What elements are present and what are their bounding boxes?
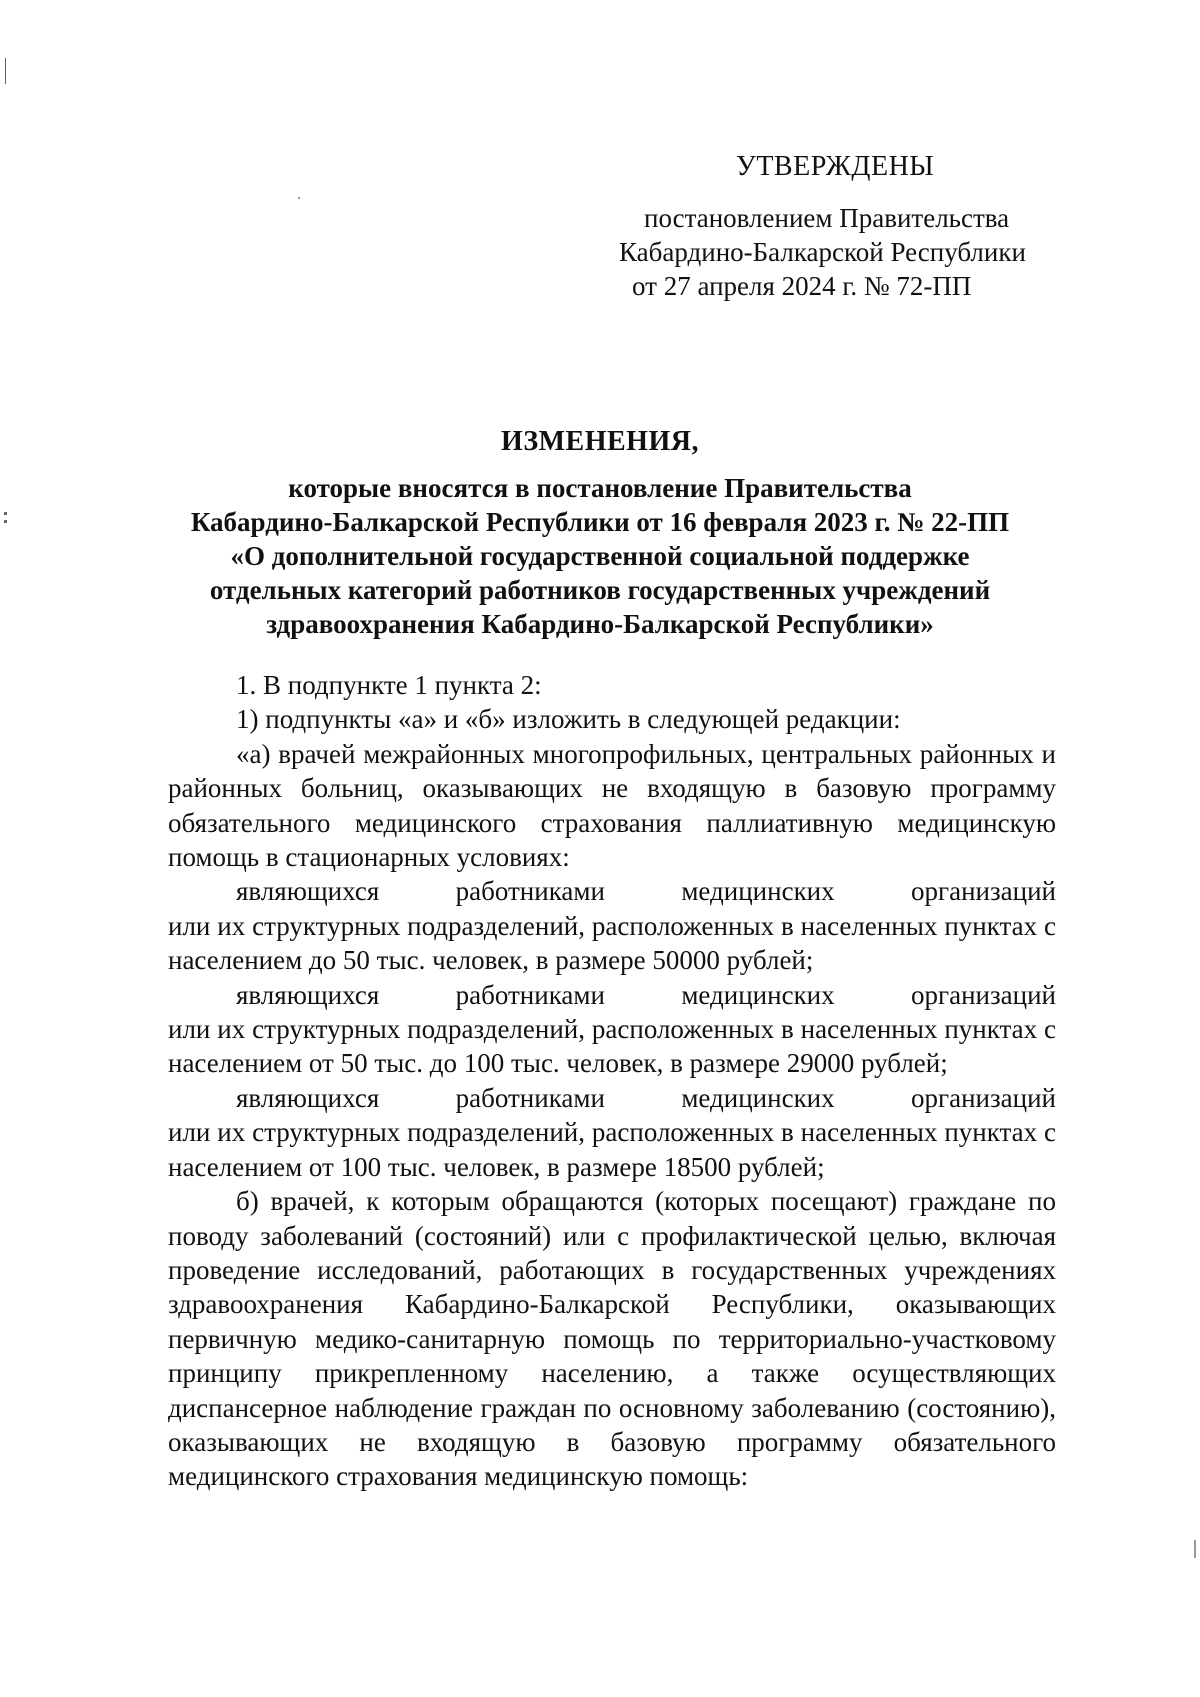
approval-line: постановлением Правительства	[644, 203, 1010, 233]
document-heading	[0, 425, 1200, 459]
scan-dust-mark	[298, 197, 300, 199]
paragraph: «а) врачей межрайонных многопрофильных, центральных районных и районных больниц, оказывающих не входящую в базовую программу обязательного медицинского страхования паллиативную медицинскую помощь в стационарных условиях:	[168, 738, 1056, 873]
paragraph-continuation: или их структурных подразделений, расположенных в населенных пунктах с населением от 50 тыс. до 100 тыс. человек, в размере 29000 рублей;	[168, 1014, 1056, 1079]
heading-line: «О дополнительной государственной социальной поддержке	[230, 541, 970, 571]
heading-line: здравоохранения Кабардино-Балкарской Республики»	[266, 609, 934, 639]
scan-margin-mark	[1194, 1540, 1196, 1558]
heading-line: Кабардино-Балкарской Республики от 16 февраля 2023 г. № 22-ПП	[190, 507, 1010, 537]
heading-title: ИЗМЕНЕНИЯ,	[501, 426, 699, 457]
paragraph: б) врачей, к которым обращаются (которых посещают) граждане по поводу заболеваний (состояний) или с профилактической целью, включая проведение исследований, работающих в государственных учреждениях здравоохранения Кабардино-Балкарской Республики, оказывающих первичную медико-санитарную помощь по территориально-участковому принципу прикрепленному населению, а также осуществляющих диспансерное наблюдение граждан по основному заболеванию (состоянию), оказывающих не входящую в базовую программу обязательного медицинского страхования медицинскую помощь:	[168, 1186, 1056, 1492]
heading-line: отдельных категорий работников государственных учреждений	[209, 575, 991, 605]
scan-margin-mark	[5, 58, 6, 84]
paragraph-first-line: являющихся работниками медицинских организаций	[236, 1082, 1056, 1113]
paragraph-continuation: или их структурных подразделений, расположенных в населенных пунктах с населением до 50 тыс. человек, в размере 50000 рублей;	[168, 910, 1056, 976]
approval-line: Кабардино-Балкарской Республики	[619, 237, 1026, 267]
approval-title: УТВЕРЖДЕНЫ	[736, 151, 935, 182]
heading-line: которые вносятся в постановление Правительства	[288, 473, 912, 503]
paragraph-first-line: являющихся работниками медицинских организаций	[236, 979, 1056, 1010]
paragraph: 1. В подпункте 1 пункта 2:	[236, 670, 542, 700]
paragraph-continuation: или их структурных подразделений, расположенных в населенных пунктах с населением от 100 тыс. человек, в размере 18500 рублей;	[168, 1117, 1056, 1182]
heading-subtitle	[0, 471, 1200, 641]
paragraph-first-line: являющихся работниками медицинских организаций	[236, 876, 1056, 907]
approval-line: от 27 апреля 2024 г. № 72-ПП	[632, 271, 972, 301]
document-body	[168, 668, 1056, 1494]
paragraph: 1) подпункты «а» и «б» изложить в следующей редакции:	[236, 704, 901, 735]
